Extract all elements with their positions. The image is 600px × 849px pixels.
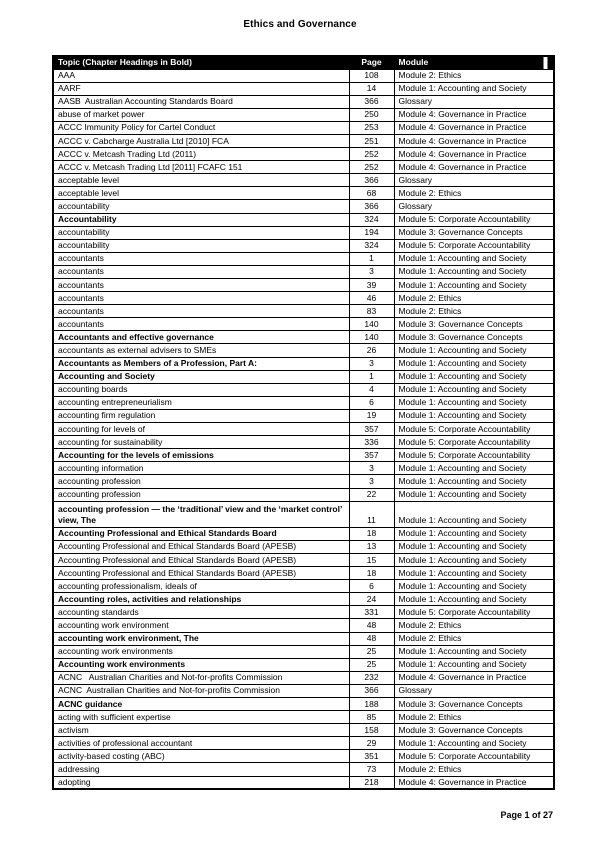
- page-cell: 3: [349, 357, 394, 370]
- module-cell: Module 1: Accounting and Society: [394, 82, 554, 95]
- table-row: [53, 200, 554, 213]
- topic-cell: acting with sufficient expertise: [53, 711, 349, 724]
- page-cell: 15: [349, 553, 394, 566]
- module-cell: Module 1: Accounting and Society: [394, 279, 554, 292]
- page-cell: 324: [349, 239, 394, 252]
- module-cell: Module 1: Accounting and Society: [394, 580, 554, 593]
- topic-cell: acceptable level: [53, 187, 349, 200]
- topic-cell: accounting for levels of: [53, 423, 349, 436]
- topic-cell: accounting professionalism, ideals of: [53, 580, 349, 593]
- module-cell: Module 2: Ethics: [394, 292, 554, 305]
- table-row: [53, 527, 554, 540]
- page-cell: 251: [349, 134, 394, 147]
- page-cell: 218: [349, 776, 394, 789]
- page-cell: 11: [349, 501, 394, 527]
- topic-cell: accountability: [53, 239, 349, 252]
- page-cell: 1: [349, 252, 394, 265]
- table-row: [53, 69, 554, 82]
- module-cell: Module 1: Accounting and Society: [394, 357, 554, 370]
- topic-cell: ACNC Australian Charities and Not-for-profits Commission: [53, 671, 349, 684]
- module-cell: Module 1: Accounting and Society: [394, 462, 554, 475]
- page-cell: 19: [349, 409, 394, 422]
- module-cell: Module 1: Accounting and Society: [394, 527, 554, 540]
- table-row: [53, 436, 554, 449]
- table-row: [53, 331, 554, 344]
- table-row: [53, 462, 554, 475]
- topic-cell: accountants as external advisers to SMEs: [53, 344, 349, 357]
- page-cell: 6: [349, 396, 394, 409]
- module-cell: Module 1: Accounting and Society: [394, 567, 554, 580]
- table-row: [53, 305, 554, 318]
- module-cell: Module 1: Accounting and Society: [394, 265, 554, 278]
- topic-cell: accountants: [53, 318, 349, 331]
- table-row: [53, 396, 554, 409]
- module-cell: Module 2: Ethics: [394, 305, 554, 318]
- module-cell: Module 5: Corporate Accountability: [394, 606, 554, 619]
- table-row: [53, 252, 554, 265]
- page-cell: 18: [349, 527, 394, 540]
- module-cell: Glossary: [394, 200, 554, 213]
- col-header-module: Module: [394, 56, 554, 69]
- module-cell: Module 4: Governance in Practice: [394, 148, 554, 161]
- topic-cell: AARF: [53, 82, 349, 95]
- table-row: [53, 213, 554, 226]
- table-row: [53, 265, 554, 278]
- page-cell: 351: [349, 750, 394, 763]
- table-row: [53, 684, 554, 697]
- topic-cell: accountants: [53, 279, 349, 292]
- topic-cell: Accounting Professional and Ethical Standards Board (APESB): [53, 540, 349, 553]
- page-cell: 25: [349, 645, 394, 658]
- page-cell: 336: [349, 436, 394, 449]
- table-row: [53, 711, 554, 724]
- table-row: [53, 449, 554, 462]
- page-cell: 232: [349, 671, 394, 684]
- topic-cell: accountants: [53, 292, 349, 305]
- table-row: [53, 632, 554, 645]
- topic-cell: Accounting for the levels of emissions: [53, 449, 349, 462]
- page-cell: 357: [349, 449, 394, 462]
- table-row: [53, 409, 554, 422]
- topic-cell: accounting for sustainability: [53, 436, 349, 449]
- topic-cell: accountability: [53, 226, 349, 239]
- topic-cell: ACNC Australian Charities and Not-for-profits Commission: [53, 684, 349, 697]
- page-cell: 29: [349, 737, 394, 750]
- module-cell: Module 1: Accounting and Society: [394, 344, 554, 357]
- table-row: [53, 344, 554, 357]
- topic-cell: ACCC v. Metcash Trading Ltd [2011] FCAFC 151: [53, 161, 349, 174]
- module-cell: Module 5: Corporate Accountability: [394, 436, 554, 449]
- page-cell: 140: [349, 318, 394, 331]
- module-cell: Module 1: Accounting and Society: [394, 252, 554, 265]
- table-row: [53, 553, 554, 566]
- page-cell: 46: [349, 292, 394, 305]
- topic-cell: activity-based costing (ABC): [53, 750, 349, 763]
- topic-cell: Accountants as Members of a Profession, Part A:: [53, 357, 349, 370]
- module-cell: Module 1: Accounting and Society: [394, 737, 554, 750]
- table-row: [53, 148, 554, 161]
- page-cell: 366: [349, 684, 394, 697]
- page-cell: 4: [349, 383, 394, 396]
- table-row: [53, 645, 554, 658]
- index-table-container: [52, 55, 553, 790]
- page-cell: 250: [349, 108, 394, 121]
- topic-cell: accounting profession: [53, 488, 349, 501]
- module-cell: Glossary: [394, 95, 554, 108]
- topic-cell: activities of professional accountant: [53, 737, 349, 750]
- topic-cell: adopting: [53, 776, 349, 789]
- table-row: [53, 292, 554, 305]
- page-cell: 253: [349, 121, 394, 134]
- table-header: [53, 56, 554, 69]
- table-row: [53, 475, 554, 488]
- page-cell: 3: [349, 475, 394, 488]
- table-row: [53, 698, 554, 711]
- table-row: [53, 318, 554, 331]
- topic-cell: Accounting Professional and Ethical Standards Board: [53, 527, 349, 540]
- module-cell: Module 1: Accounting and Society: [394, 553, 554, 566]
- module-cell: Module 4: Governance in Practice: [394, 108, 554, 121]
- topic-cell: Accounting work environments: [53, 658, 349, 671]
- module-cell: Module 1: Accounting and Society: [394, 396, 554, 409]
- page-cell: 6: [349, 580, 394, 593]
- table-row: [53, 567, 554, 580]
- page-cell: 324: [349, 213, 394, 226]
- page-cell: 188: [349, 698, 394, 711]
- topic-cell: accounting profession — the ‘traditional’ view and the ‘market control’ view, The: [53, 501, 349, 527]
- table-row: [53, 370, 554, 383]
- topic-cell: ACCC v. Metcash Trading Ltd (2011): [53, 148, 349, 161]
- topic-cell: Accounting Professional and Ethical Standards Board (APESB): [53, 567, 349, 580]
- table-row: [53, 750, 554, 763]
- table-row: [53, 423, 554, 436]
- page-cell: 26: [349, 344, 394, 357]
- header-row: [53, 56, 554, 69]
- page-cell: 158: [349, 724, 394, 737]
- page-cell: 1: [349, 370, 394, 383]
- module-cell: Module 4: Governance in Practice: [394, 134, 554, 147]
- table-row: [53, 161, 554, 174]
- table-row: [53, 501, 554, 527]
- module-cell: Module 4: Governance in Practice: [394, 161, 554, 174]
- page-cell: 252: [349, 161, 394, 174]
- table-row: [53, 724, 554, 737]
- topic-cell: accountants: [53, 265, 349, 278]
- index-table: [52, 55, 555, 790]
- topic-cell: accounting profession: [53, 475, 349, 488]
- topic-cell: accounting work environments: [53, 645, 349, 658]
- page-cell: 85: [349, 711, 394, 724]
- table-row: [53, 95, 554, 108]
- page-number: Page 1 of 27: [500, 810, 553, 820]
- page-cell: 24: [349, 593, 394, 606]
- module-cell: Module 5: Corporate Accountability: [394, 239, 554, 252]
- table-row: [53, 488, 554, 501]
- module-cell: Module 2: Ethics: [394, 763, 554, 776]
- topic-cell: accounting standards: [53, 606, 349, 619]
- module-cell: Module 1: Accounting and Society: [394, 488, 554, 501]
- topic-cell: accounting boards: [53, 383, 349, 396]
- module-cell: Module 1: Accounting and Society: [394, 645, 554, 658]
- topic-cell: ACCC v. Cabcharge Australia Ltd [2010] FCA: [53, 134, 349, 147]
- table-row: [53, 279, 554, 292]
- page-cell: 366: [349, 200, 394, 213]
- page-cell: 252: [349, 148, 394, 161]
- table-row: [53, 239, 554, 252]
- topic-cell: accountants: [53, 252, 349, 265]
- topic-cell: AAA: [53, 69, 349, 82]
- page-cell: 48: [349, 619, 394, 632]
- module-cell: Glossary: [394, 684, 554, 697]
- module-cell: Module 5: Corporate Accountability: [394, 423, 554, 436]
- module-cell: Module 5: Corporate Accountability: [394, 213, 554, 226]
- topic-cell: accounting work environment: [53, 619, 349, 632]
- topic-cell: Accounting roles, activities and relationships: [53, 593, 349, 606]
- page-cell: 357: [349, 423, 394, 436]
- module-cell: Module 4: Governance in Practice: [394, 671, 554, 684]
- topic-cell: ACCC Immunity Policy for Cartel Conduct: [53, 121, 349, 134]
- page-cell: 366: [349, 95, 394, 108]
- page-cell: 108: [349, 69, 394, 82]
- page-cell: 194: [349, 226, 394, 239]
- topic-cell: Accountants and effective governance: [53, 331, 349, 344]
- topic-cell: addressing: [53, 763, 349, 776]
- page-cell: 14: [349, 82, 394, 95]
- col-header-topic: Topic (Chapter Headings in Bold): [53, 56, 349, 69]
- module-cell: Module 1: Accounting and Society: [394, 370, 554, 383]
- module-cell: Module 1: Accounting and Society: [394, 540, 554, 553]
- module-cell: Module 3: Governance Concepts: [394, 318, 554, 331]
- topic-cell: accounting firm regulation: [53, 409, 349, 422]
- table-row: [53, 593, 554, 606]
- module-cell: Glossary: [394, 174, 554, 187]
- module-cell: Module 2: Ethics: [394, 69, 554, 82]
- table-row: [53, 108, 554, 121]
- document-title: Ethics and Governance: [243, 19, 357, 30]
- table-row: [53, 671, 554, 684]
- table-row: [53, 580, 554, 593]
- topic-cell: accounting entrepreneurialism: [53, 396, 349, 409]
- page-cell: 22: [349, 488, 394, 501]
- module-cell: Module 3: Governance Concepts: [394, 331, 554, 344]
- topic-cell: accountants: [53, 305, 349, 318]
- table-row: [53, 619, 554, 632]
- page-cell: 39: [349, 279, 394, 292]
- page-cell: 83: [349, 305, 394, 318]
- table-row: [53, 540, 554, 553]
- table-row: [53, 121, 554, 134]
- module-cell: Module 1: Accounting and Society: [394, 383, 554, 396]
- page-cell: 73: [349, 763, 394, 776]
- page-cell: 3: [349, 265, 394, 278]
- topic-cell: Accounting and Society: [53, 370, 349, 383]
- table-body: [53, 69, 554, 789]
- topic-cell: acceptable level: [53, 174, 349, 187]
- table-row: [53, 357, 554, 370]
- page-cell: 25: [349, 658, 394, 671]
- topic-cell: accounting work environment, The: [53, 632, 349, 645]
- table-row: [53, 174, 554, 187]
- module-cell: Module 1: Accounting and Society: [394, 409, 554, 422]
- module-cell: Module 3: Governance Concepts: [394, 698, 554, 711]
- module-cell: Module 5: Corporate Accountability: [394, 750, 554, 763]
- module-cell: Module 5: Corporate Accountability: [394, 449, 554, 462]
- topic-cell: ACNC guidance: [53, 698, 349, 711]
- page-cell: 18: [349, 567, 394, 580]
- topic-cell: Accounting Professional and Ethical Standards Board (APESB): [53, 553, 349, 566]
- module-cell: Module 1: Accounting and Society: [394, 658, 554, 671]
- module-cell: Module 1: Accounting and Society: [394, 593, 554, 606]
- module-cell: Module 1: Accounting and Society: [394, 501, 554, 527]
- table-row: [53, 82, 554, 95]
- table-row: [53, 134, 554, 147]
- table-row: [53, 383, 554, 396]
- module-cell: Module 3: Governance Concepts: [394, 724, 554, 737]
- table-row: [53, 187, 554, 200]
- table-row: [53, 226, 554, 239]
- table-row: [53, 763, 554, 776]
- table-row: [53, 606, 554, 619]
- module-cell: Module 1: Accounting and Society: [394, 475, 554, 488]
- module-cell: Module 2: Ethics: [394, 711, 554, 724]
- module-cell: Module 2: Ethics: [394, 187, 554, 200]
- table-row: [53, 737, 554, 750]
- topic-cell: accounting information: [53, 462, 349, 475]
- col-header-page: Page: [349, 56, 394, 69]
- topic-cell: accountability: [53, 200, 349, 213]
- page-cell: 3: [349, 462, 394, 475]
- page-cell: 68: [349, 187, 394, 200]
- module-cell: Module 2: Ethics: [394, 619, 554, 632]
- page-cell: 13: [349, 540, 394, 553]
- page-cell: 331: [349, 606, 394, 619]
- page-cell: 48: [349, 632, 394, 645]
- topic-cell: Accountability: [53, 213, 349, 226]
- table-row: [53, 658, 554, 671]
- module-cell: Module 2: Ethics: [394, 632, 554, 645]
- module-cell: Module 4: Governance in Practice: [394, 121, 554, 134]
- page-cell: 140: [349, 331, 394, 344]
- page-cell: 366: [349, 174, 394, 187]
- module-cell: Module 4: Governance in Practice: [394, 776, 554, 789]
- table-row: [53, 776, 554, 789]
- topic-cell: AASB Australian Accounting Standards Board: [53, 95, 349, 108]
- topic-cell: activism: [53, 724, 349, 737]
- topic-cell: abuse of market power: [53, 108, 349, 121]
- module-cell: Module 3: Governance Concepts: [394, 226, 554, 239]
